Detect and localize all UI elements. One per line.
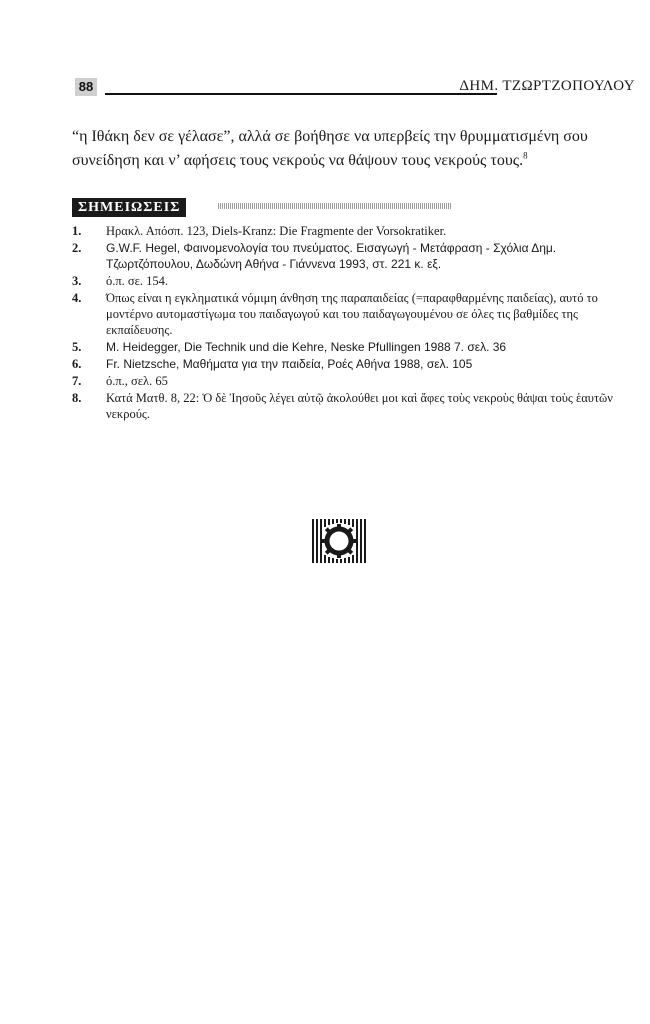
running-head: ΔΗΜ. ΤΖΩΡΤΖΟΠΟΥΛΟΥ bbox=[459, 78, 635, 94]
note-item bbox=[72, 290, 637, 338]
note-item bbox=[72, 339, 637, 355]
header-rule bbox=[105, 93, 497, 95]
notes-title: ΣΗΜΕΙΩΣΕΙΣ bbox=[72, 198, 186, 217]
note-number: 3. bbox=[72, 274, 82, 288]
note-number: 1. bbox=[72, 224, 82, 238]
footnote-ref: 8 bbox=[523, 150, 528, 161]
body-paragraph bbox=[72, 125, 637, 173]
note-text: ό.π. σε. 154. bbox=[106, 274, 169, 288]
note-item bbox=[72, 273, 637, 289]
page-number: 88 bbox=[75, 78, 97, 96]
note-number: 5. bbox=[72, 340, 82, 354]
note-number: 6. bbox=[72, 357, 82, 371]
note-number: 8. bbox=[72, 391, 82, 405]
notes-list bbox=[72, 223, 637, 423]
note-text: M. Heidegger, Die Technik und die Kehre, Neske Pfullingen 1988 7. σελ. 36 bbox=[106, 340, 507, 354]
note-item bbox=[72, 240, 637, 272]
note-item bbox=[72, 356, 637, 372]
note-text: G.W.F. Hegel, Φαινομενολογία του πνεύματος. Εισαγωγή - Μετάφραση - Σχόλια Δημ. Τζωρτζόπουλου, Δωδώνη Αθήνα - Γιάννενα 1993, στ. 221 κ. εξ. bbox=[106, 241, 557, 271]
notes-rule bbox=[218, 203, 452, 209]
note-number: 4. bbox=[72, 291, 82, 305]
note-item bbox=[72, 223, 637, 239]
notes-heading bbox=[72, 198, 452, 218]
note-number: 2. bbox=[72, 241, 82, 255]
note-text: Κατά Ματθ. 8, 22: Ὁ δὲ Ἰησοῦς λέγει αὐτῷ ἀκολούθει μοι καὶ ἄφες τοὺς νεκροὺς θάψαι τοὺς ἑαυτῶν νεκρούς. bbox=[106, 391, 613, 421]
page-header bbox=[75, 78, 635, 98]
note-item bbox=[72, 373, 637, 389]
note-text: Όπως είναι η εγκληματικά νόμιμη άνθηση της παραπαιδείας (=παραφθαρμένης παιδείας), αυτό το μοντέρνο αυτομαστίγωμα του παιδαγωγού και του παιδαγωγουμένου σε όλες τις βαθμίδες της εκπαίδευσης. bbox=[106, 291, 598, 337]
gear-ornament-icon bbox=[310, 518, 368, 564]
note-text: Ηρακλ. Απόσπ. 123, Diels-Kranz: Die Fragmente der Vorsokratiker. bbox=[106, 224, 447, 238]
note-item bbox=[72, 390, 637, 422]
body-text: “η Ιθάκη δεν σε γέλασε”, αλλά σε βοήθησε να υπερβείς την θρυμματισμένη σου συνείδηση και ν’ αφήσεις τους νεκρούς να θάψουν τους νεκρούς τους. bbox=[72, 128, 588, 169]
note-number: 7. bbox=[72, 374, 82, 388]
note-text: Fr. Nietzsche, Μαθήματα για την παιδεία, Ροές Αθήνα 1988, σελ. 105 bbox=[106, 357, 473, 371]
note-text: ό.π., σελ. 65 bbox=[106, 374, 168, 388]
